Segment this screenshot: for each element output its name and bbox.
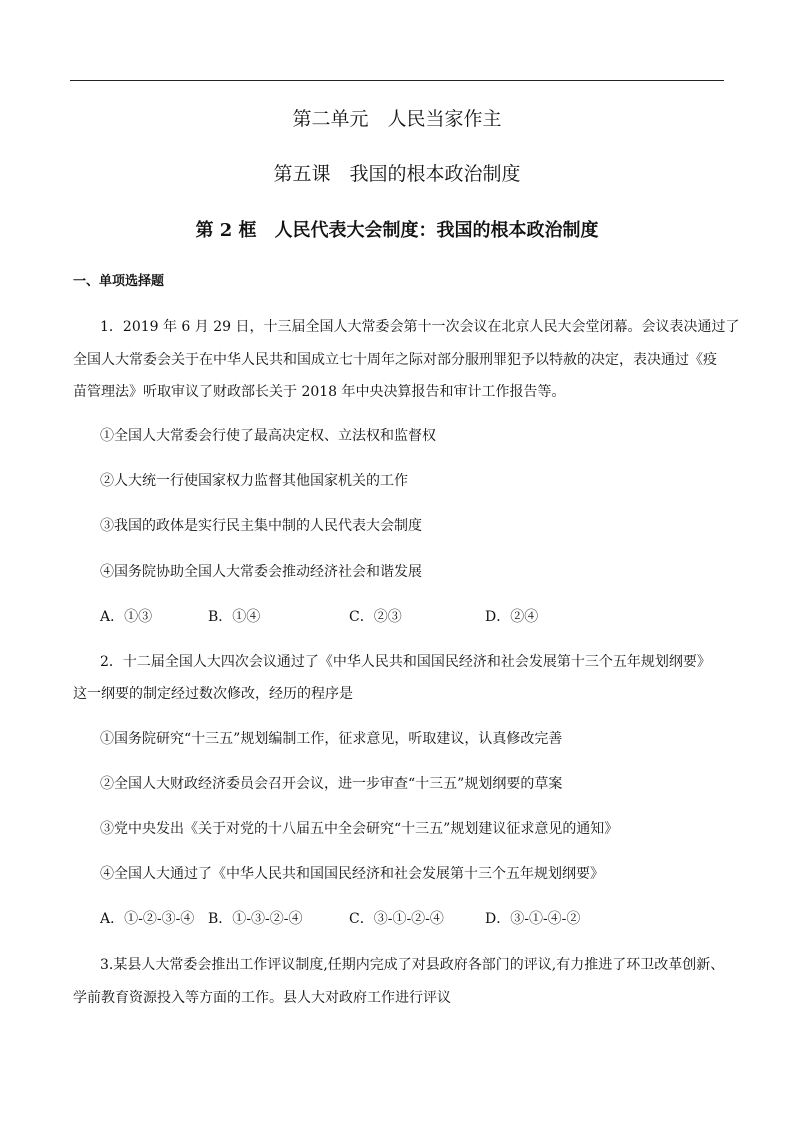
question-text-line: 1．2019 年 6 月 29 日，十三届全国人大常委会第十一次会议在北京人民大会堂闭幕。会议表决通过了 bbox=[100, 319, 740, 335]
statement: ③党中央发出《关于对党的十八届五中全会研究“十三五”规划建议征求意见的通知》 bbox=[100, 821, 619, 837]
option-c[interactable]: C．③-①-②-④ bbox=[349, 911, 444, 927]
statement: ③我国的政体是实行民主集中制的人民代表大会制度 bbox=[100, 518, 422, 534]
option-a[interactable]: A．①③ bbox=[100, 609, 153, 625]
question-text-line: 3.某县人大常委会推出工作评议制度,任期内完成了对县政府各部门的评议,有力推进了环卫改革创新、 bbox=[100, 957, 725, 973]
question-text-line: 2．十二届全国人大四次会议通过了《中华人民共和国国民经济和社会发展第十三个五年规划纲要》 bbox=[100, 654, 711, 670]
statement: ①国务院研究“十三五”规划编制工作，征求意见，听取建议，认真修改完善 bbox=[100, 731, 563, 747]
statement: ②人大统一行使国家权力监督其他国家机关的工作 bbox=[100, 473, 408, 489]
option-b[interactable]: B．①-③-②-④ bbox=[208, 911, 303, 927]
question-text-line: 全国人大常委会关于在中华人民共和国成立七十周年之际对部分服刑罪犯予以特赦的决定，表决通过《疫 bbox=[73, 352, 717, 368]
option-b[interactable]: B．①④ bbox=[208, 609, 261, 625]
option-d[interactable]: D．③-①-④-② bbox=[485, 911, 581, 927]
unit-title: 第二单元 人民当家作主 bbox=[292, 108, 502, 130]
question-text-line: 苗管理法》听取审议了财政部长关于 2018 年中央决算报告和审计工作报告等。 bbox=[73, 384, 566, 400]
statement: ②全国人大财政经济委员会召开会议，进一步审查“十三五”规划纲要的草案 bbox=[100, 776, 563, 792]
section-title: 第 2 框 人民代表大会制度：我国的根本政治制度 bbox=[195, 220, 599, 241]
section-heading: 一、单项选择题 bbox=[73, 274, 165, 289]
top-rule bbox=[70, 80, 724, 81]
option-c[interactable]: C．②③ bbox=[349, 609, 402, 625]
statement: ①全国人大常委会行使了最高决定权、立法权和监督权 bbox=[100, 428, 436, 444]
question-text-line: 学前教育资源投入等方面的工作。县人大对政府工作进行评议 bbox=[73, 990, 451, 1006]
question-text-line: 这一纲要的制定经过数次修改，经历的程序是 bbox=[73, 686, 353, 702]
option-a[interactable]: A．①-②-③-④ bbox=[100, 911, 195, 927]
statement: ④国务院协助全国人大常委会推动经济社会和谐发展 bbox=[100, 564, 422, 580]
lesson-title: 第五课 我国的根本政治制度 bbox=[273, 163, 521, 185]
option-d[interactable]: D．②④ bbox=[485, 609, 539, 625]
statement: ④全国人大通过了《中华人民共和国国民经济和社会发展第十三个五年规划纲要》 bbox=[100, 866, 604, 882]
